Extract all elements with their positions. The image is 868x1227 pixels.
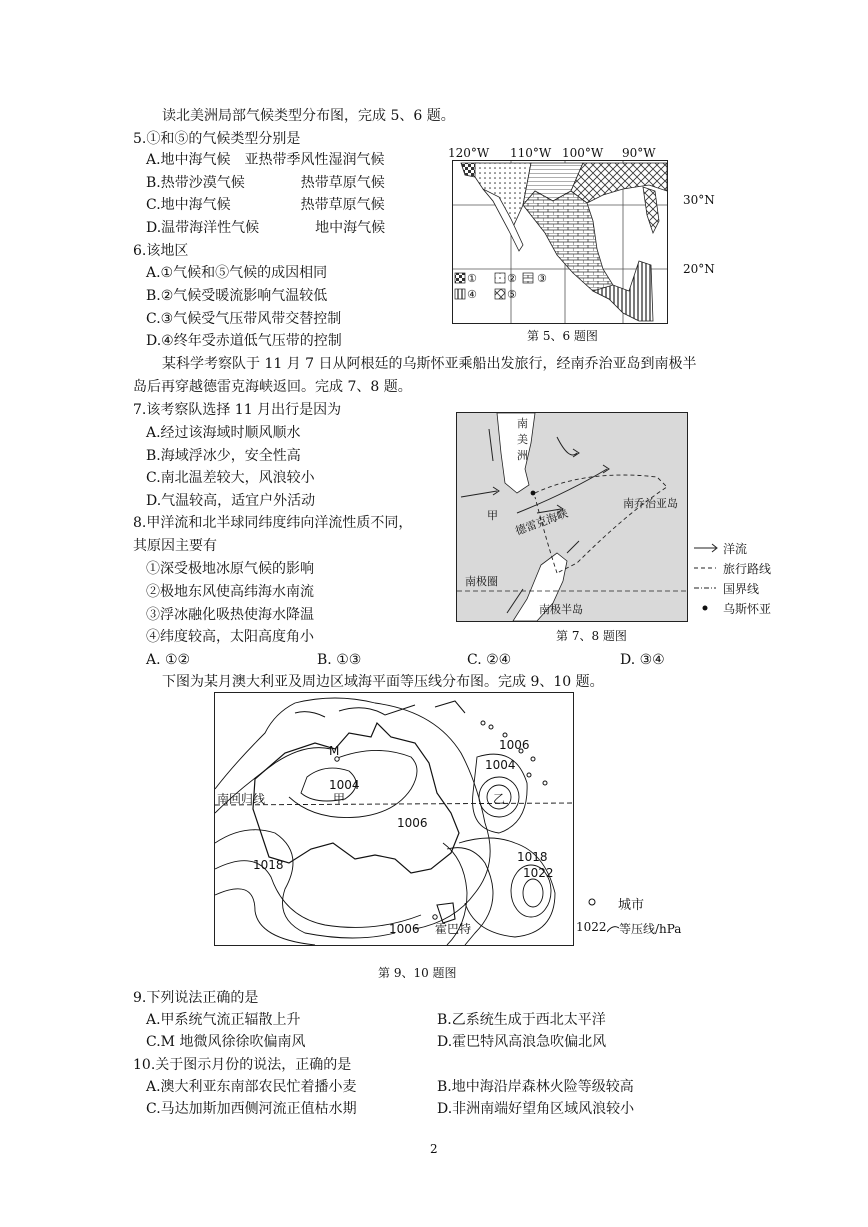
city-legend-symbol <box>586 896 598 908</box>
q9-option-b: B.乙系统生成于西北太平洋 <box>437 1012 606 1028</box>
south-america-land <box>497 413 535 493</box>
label-hobart: 霍巴特 <box>435 922 472 936</box>
label-drake-passage: 德雷克海峡 <box>513 506 570 538</box>
q6-option-c: C.③气候受气压带风带交替控制 <box>146 311 342 327</box>
label-m: M <box>329 744 340 758</box>
intro-5-6: 读北美洲局部气候类型分布图，完成 5、6 题。 <box>162 108 455 124</box>
australia-isobar-map <box>214 692 574 946</box>
lat-label-20: 20°N <box>683 262 715 276</box>
q9-stem: 9.下列说法正确的是 <box>133 990 259 1006</box>
q10-option-d: D.非洲南端好望角区域风浪较小 <box>437 1101 635 1117</box>
legend-isobar-value: 1022 <box>576 920 607 934</box>
legend-city: 城市 <box>618 898 645 913</box>
legend-travel-route: 旅行路线 <box>723 562 772 576</box>
label-antarctic-peninsula: 南极半岛 <box>539 603 583 616</box>
isobar-value-1004-east: 1004 <box>485 758 516 772</box>
legend-isobar: 等压线/hPa <box>619 922 682 936</box>
label-nan: 南 <box>517 417 528 430</box>
label-south-georgia: 南乔治亚岛 <box>623 497 678 510</box>
q9-option-a: A.甲系统气流正辐散上升 <box>146 1012 301 1028</box>
label-antarctic-circle: 南极圈 <box>465 575 498 588</box>
label-jia-low: 甲 <box>333 792 346 806</box>
lon-label-110: 110°W <box>510 146 552 160</box>
intro-9-10: 下图为某月澳大利亚及周边区域海平面等压线分布图。完成 9、10 题。 <box>162 674 604 690</box>
city-hobart <box>433 915 437 919</box>
figure-caption-5-6: 第 5、6 题图 <box>527 329 598 343</box>
q8-stem-line2: 其原因主要有 <box>133 538 217 554</box>
lon-label-90: 90°W <box>622 146 656 160</box>
drake-legend-symbols <box>690 540 720 620</box>
q7-option-d: D.气温较高，适宜户外活动 <box>146 493 316 509</box>
intro-7-8-line1: 某科学考察队于 11 月 7 日从阿根廷的乌斯怀亚乘船出发旅行，经南乔治亚岛到南极半 <box>162 356 697 372</box>
q8-option-a: A. ①② <box>146 652 191 668</box>
q10-option-c: C.马达加斯加西侧河流正值枯水期 <box>146 1101 357 1117</box>
lon-label-120: 120°W <box>448 146 490 160</box>
q7-stem: 7.该考察队选择 11 月出行是因为 <box>133 402 342 418</box>
q7-option-a: A.经过该海域时顺风顺水 <box>146 425 301 441</box>
legend-2: ② <box>507 272 517 285</box>
q10-option-b: B.地中海沿岸森林火险等级较高 <box>437 1079 634 1095</box>
isobar-value-1018-east: 1018 <box>517 850 548 864</box>
q7-option-c: C.南北温差较大，风浪较小 <box>146 470 315 486</box>
q8-option-c: C. ②④ <box>467 652 512 668</box>
isobar-value-1004-west: 1004 <box>329 778 360 792</box>
q5-option-b: B.热带沙漠气候 热带草原气候 <box>146 175 385 191</box>
q8-option-b: B. ①③ <box>317 652 362 668</box>
legend-5: ⑤ <box>507 288 517 301</box>
q9-option-d: D.霍巴特风高浪急吹偏北风 <box>437 1034 607 1050</box>
isobar-value-1022: 1022 <box>523 866 554 880</box>
q8-item-4: ④纬度较高，太阳高度角小 <box>146 629 314 645</box>
legend-3: ③ <box>537 272 547 285</box>
figure-caption-7-8: 第 7、8 题图 <box>556 629 627 643</box>
tasmania-coastline <box>437 903 455 923</box>
q6-option-a: A.①气候和⑤气候的成因相同 <box>146 265 328 281</box>
isobar-value-1006-south: 1006 <box>389 922 420 936</box>
q6-option-d: D.④终年受赤道低气压带的控制 <box>146 333 342 349</box>
isobar-value-1018-west: 1018 <box>253 858 284 872</box>
q8-option-d: D. ③④ <box>620 652 665 668</box>
legend-1: ① <box>467 272 477 285</box>
legend-border: 国界线 <box>723 582 760 596</box>
label-jia-current: 甲 <box>487 509 498 522</box>
q10-stem: 10.关于图示月份的说法，正确的是 <box>133 1057 352 1073</box>
tropic-of-capricorn-line <box>215 803 573 805</box>
legend-current: 洋流 <box>723 542 748 556</box>
q6-option-b: B.②气候受暖流影响气温较低 <box>146 288 328 304</box>
q5-option-d: D.温带海洋性气候 地中海气候 <box>146 220 386 236</box>
q10-option-a: A.澳大利亚东南部农民忙着播小麦 <box>146 1079 357 1095</box>
isobar-value-1006-east: 1006 <box>499 738 530 752</box>
q8-stem-line1: 8.甲洋流和北半球同纬度纬向洋流性质不同， <box>133 515 413 531</box>
legend-4: ④ <box>467 288 477 301</box>
intro-7-8-line2: 岛后再穿越德雷克海峡返回。完成 7、8 题。 <box>133 379 412 395</box>
label-tropic: 南回归线 <box>217 792 266 806</box>
q9-option-c: C.M 地微风徐徐吹偏南风 <box>146 1034 306 1050</box>
page-number: 2 <box>430 1142 438 1156</box>
label-yi-low: 乙 <box>493 792 506 806</box>
figure-caption-9-10: 第 9、10 题图 <box>378 966 457 980</box>
isobar-legend-symbol <box>607 924 619 934</box>
q5-stem: 5.①和⑤的气候类型分别是 <box>133 131 301 147</box>
q5-option-c: C.地中海气候 热带草原气候 <box>146 197 385 213</box>
q8-item-2: ②极地东风使高纬海水南流 <box>146 584 314 600</box>
lon-label-100: 100°W <box>562 146 604 160</box>
q8-item-3: ③浮冰融化吸热使海水降温 <box>146 607 314 623</box>
q5-option-a: A.地中海气候 亚热带季风性湿润气候 <box>146 152 385 168</box>
ushuaia-point <box>531 491 536 496</box>
q8-item-1: ①深受极地冰原气候的影响 <box>146 561 314 577</box>
isobar-value-1006-center: 1006 <box>397 816 428 830</box>
label-zhou: 洲 <box>517 449 528 462</box>
label-mei: 美 <box>517 433 528 446</box>
drake-passage-map <box>456 412 688 622</box>
q7-option-b: B.海域浮冰少，安全性高 <box>146 448 301 464</box>
lat-label-30: 30°N <box>683 193 715 207</box>
isobar-high-center <box>523 879 543 907</box>
legend-ushuaia: 乌斯怀亚 <box>723 602 772 616</box>
north-america-climate-map <box>452 160 668 324</box>
q6-stem: 6.该地区 <box>133 243 189 259</box>
australia-coastline <box>253 723 459 873</box>
